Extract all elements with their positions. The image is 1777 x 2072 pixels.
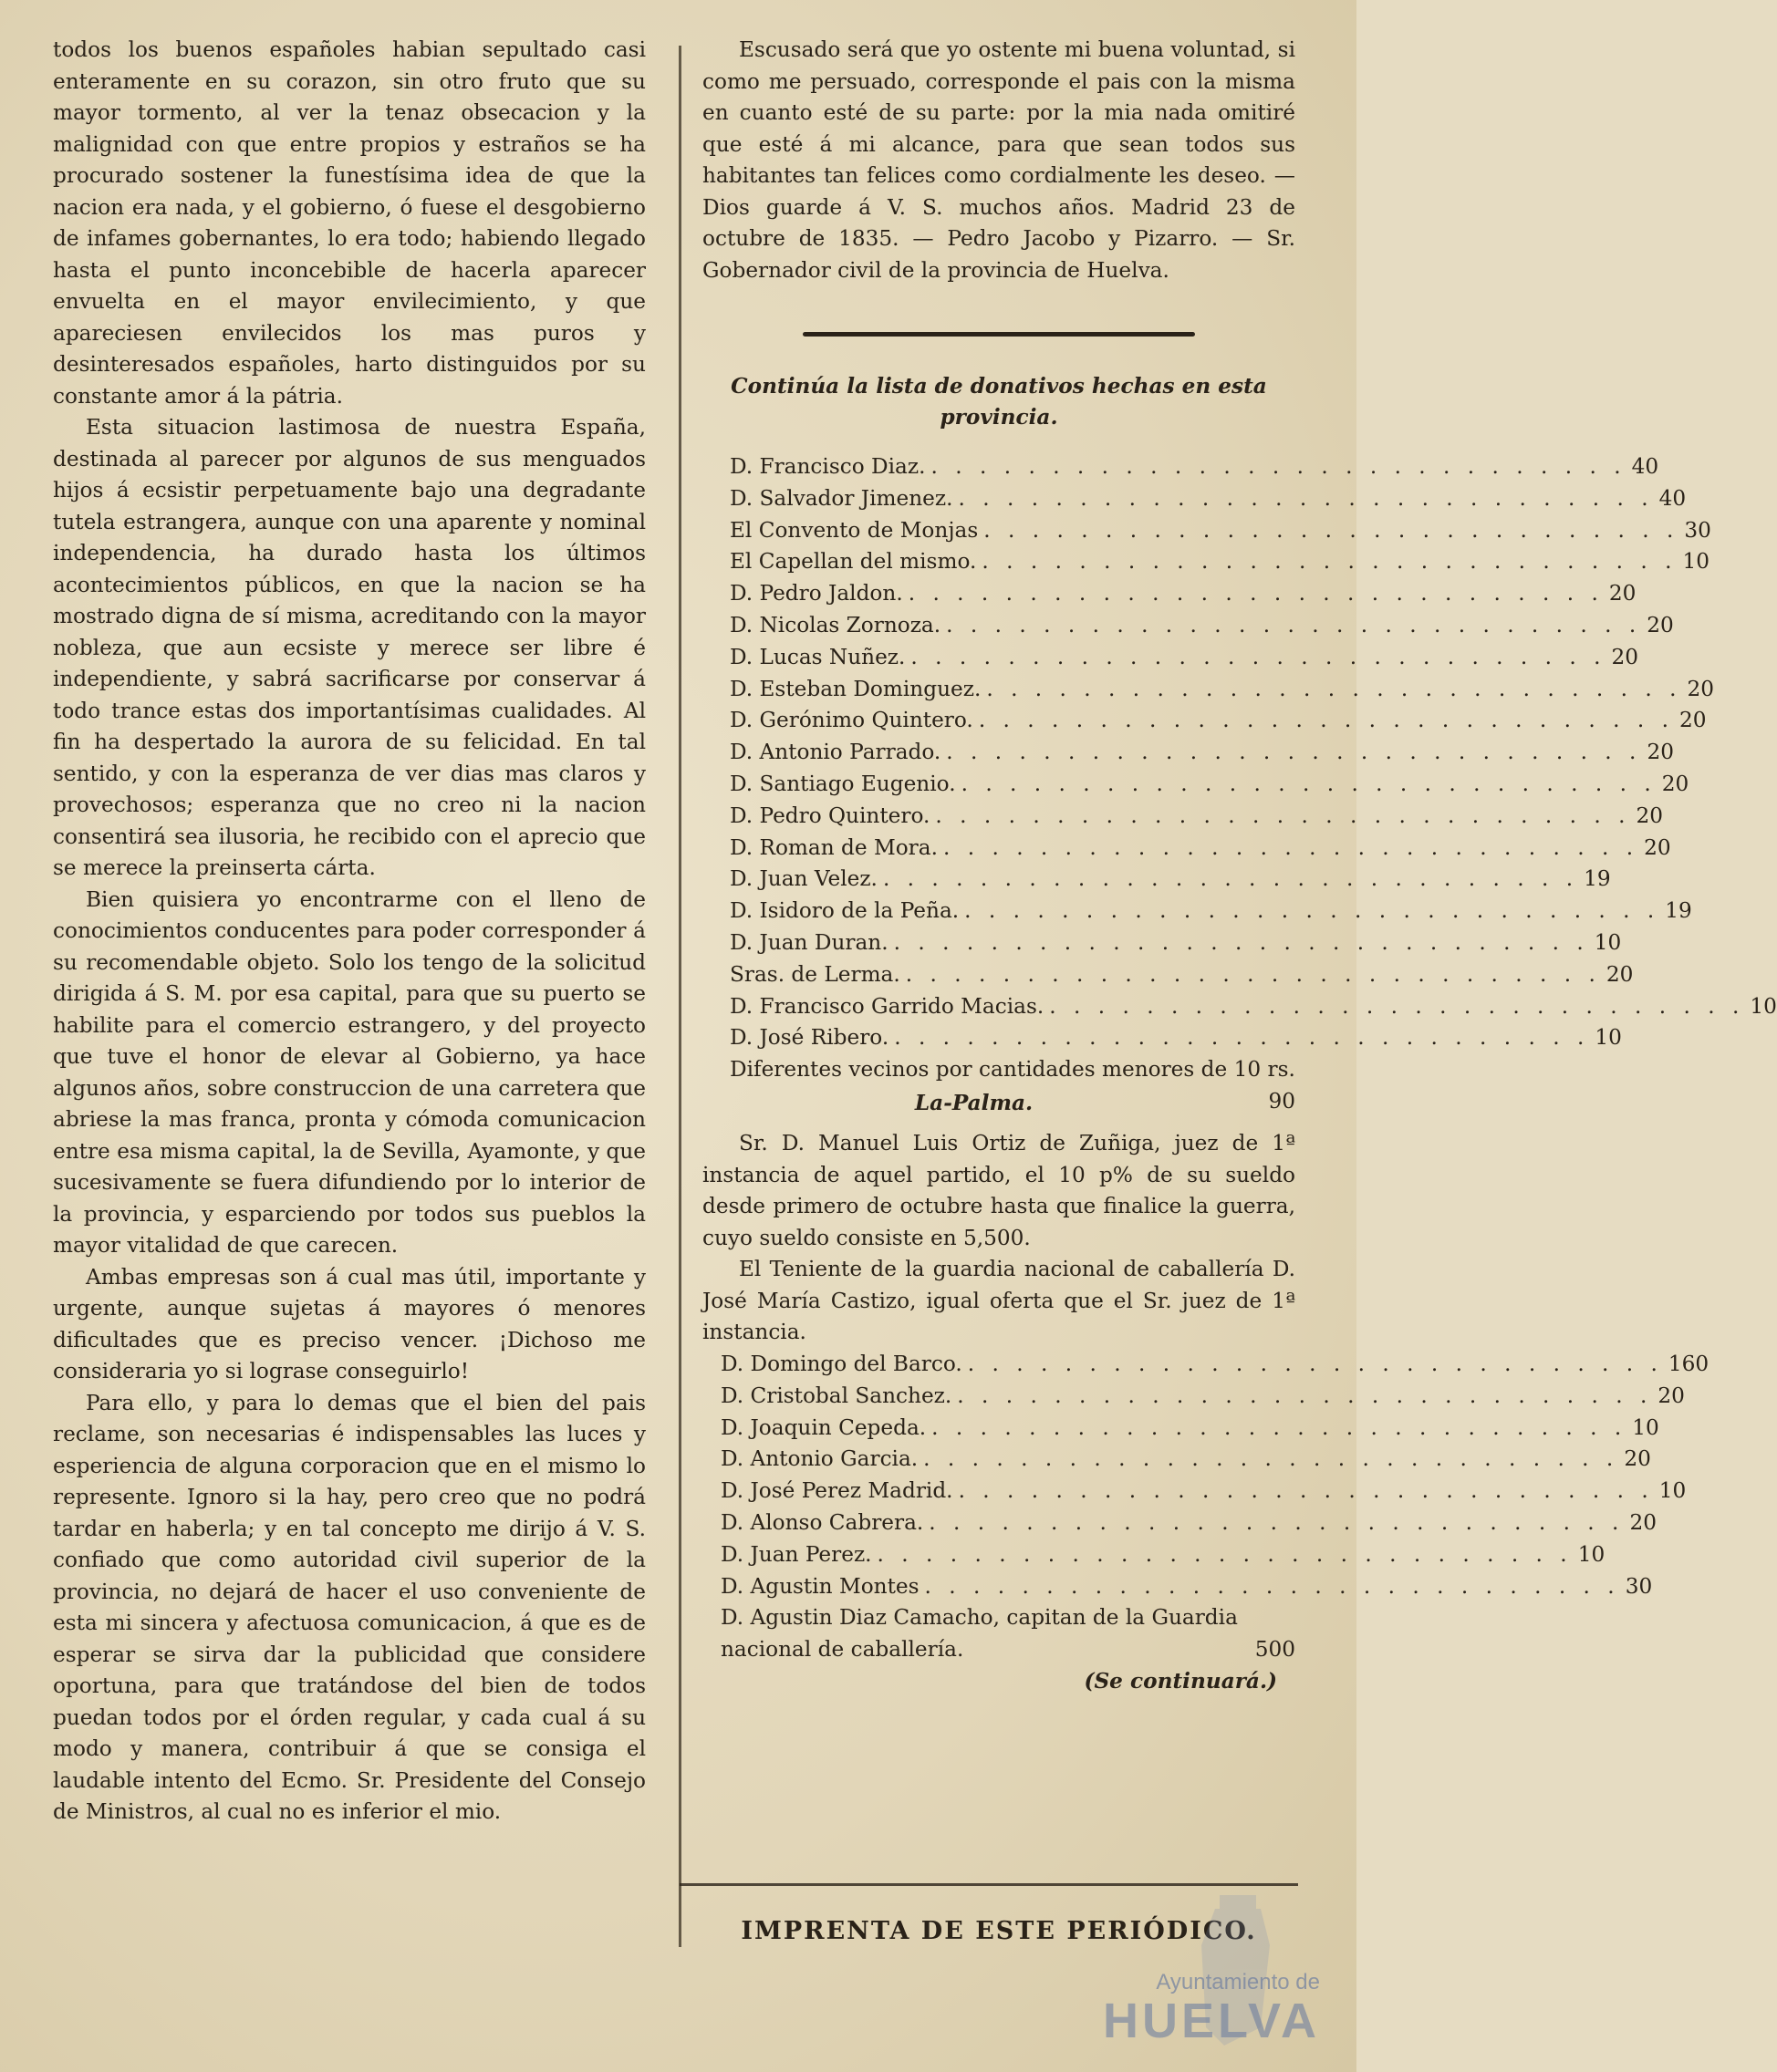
watermark-line1: Ayuntamiento de xyxy=(1156,1970,1320,1994)
various-amount: 90 xyxy=(1268,1088,1295,1114)
leader-dots: . . . . . . . . . . . . . . . . . . . . . . . . . . . . . xyxy=(1049,993,1745,1019)
donor-name: D. Gerónimo Quintero. xyxy=(730,708,973,733)
donation-amount: 10 xyxy=(1595,1025,1622,1051)
donation-row xyxy=(702,451,1659,483)
leader-dots: . . . . . . . . . . . . . . . . . . . . . . . . . . . . . xyxy=(905,961,1601,987)
donation-amount: 10 xyxy=(1577,1541,1606,1567)
donor-name: D. Antonio Garcia. xyxy=(721,1446,919,1472)
section-la-palma: La-Palma. xyxy=(914,1090,1034,1115)
leader-dots: . . . . . . . . . . . . . . . . . . . . . . . . . . . . . xyxy=(931,1414,1627,1440)
last-entry-amount: 500 xyxy=(1254,1637,1295,1663)
leader-dots: . . . . . . . . . . . . . . . . . . . . . . . . . . . . . xyxy=(882,866,1579,892)
leader-dots: . . . . . . . . . . . . . . . . . . . . . . . . . . . . . xyxy=(961,771,1657,796)
leader-dots: . . . . . . . . . . . . . . . . . . . . . . . . . . . . . xyxy=(908,581,1604,606)
leader-dots: . . . . . . . . . . . . . . . . . . . . . . . . . . . . . xyxy=(893,929,1589,955)
donation-amount: 20 xyxy=(1629,1509,1657,1535)
donor-name: D. Juan Velez. xyxy=(730,866,878,892)
leader-dots: . . . . . . . . . . . . . . . . . . . . . . . . . . . . . xyxy=(978,708,1674,733)
leader-dots: . . . . . . . . . . . . . . . . . . . . . . . . . . . . . xyxy=(923,1446,1619,1472)
donor-name: D. José Perez Madrid. xyxy=(721,1478,953,1504)
continues-note: (Se continuará.) xyxy=(1084,1668,1277,1694)
leader-dots: . . . . . . . . . . . . . . . . . . . . . . . . . . . . . xyxy=(942,834,1639,860)
donation-amount: 30 xyxy=(1625,1573,1653,1599)
donation-row xyxy=(702,1349,1709,1381)
donation-amount: 20 xyxy=(1608,581,1637,606)
paragraph-teniente: El Teniente de la guardia nacional de caballería D. José María Castizo, igual oferta que el Sr. juez de 1ª instancia. xyxy=(702,1257,1295,1345)
donor-name: D. Francisco Diaz. xyxy=(730,454,926,479)
donation-amount: 10 xyxy=(1750,993,1777,1019)
donation-amount: 10 xyxy=(1682,549,1710,575)
donation-row xyxy=(702,1571,1653,1603)
paragraph-5: Para ello, y para lo demas que el bien del pais reclame, son necesarias é indispensables las luces y esperiencia de alguna corporacion que en el mismo lo represente. Ignoro si la hay, pero creo que no podrá tardar en haberla; y en tal concepto me dirijo á V. S. confiado que como autoridad civil superior de la provincia, no dejará de hacer el uso conveniente de esta mi sincera y afectuosa comunicacion, á que es de esperar se sirva dar la publicidad que considere oportuna, para que tratándose del bien de todos puedan todos por el órden regular, y cada cual á su modo y manera, contribuir á que se consiga el laudable intento del Ecmo. Sr. Presidente del Consejo de Ministros, al cual no es inferior el mio. xyxy=(53,1390,646,1824)
donor-name: D. Antonio Parrado. xyxy=(730,740,941,765)
donor-name: D. Lucas Nuñez. xyxy=(730,644,906,669)
donor-name: D. Cristobal Sanchez. xyxy=(721,1383,952,1408)
donation-amount: 20 xyxy=(1661,771,1689,796)
donation-amount: 20 xyxy=(1647,740,1674,765)
donation-amount: 40 xyxy=(1658,485,1687,511)
paragraph-3: Bien quisiera yo encontrarme con el lleno de conocimientos conducentes para poder corresponder á su recomendable objeto. Solo los tengo de la solicitud dirigida á S. M. por esa capital, para que su puerto se habilite para el comercio estrangero, y del proyecto que tuve el honor de elevar al Gobierno, ya hace algunos años, sobre construccion de una carretera que abriese la mas franca, pronta y cómoda comunicacion entre esa misma capital, la de Sevilla, Ayamonte, y que sucesivamente se fuera difundiendo por lo interior de la provincia, y esparciendo por todos sus pueblos la mayor vitalidad de que carecen. xyxy=(53,886,646,1258)
list-title: Continúa la lista de donativos hechas en esta provincia. xyxy=(731,374,1267,430)
donor-name: Sras. de Lerma. xyxy=(730,961,900,987)
donor-name: D. Nicolas Zornoza. xyxy=(730,612,941,637)
right-column xyxy=(702,35,1777,1697)
donation-amount: 20 xyxy=(1636,803,1664,828)
donor-name: D. José Ribero. xyxy=(730,1025,889,1051)
donor-name: D. Roman de Mora. xyxy=(730,834,938,860)
donation-amount: 10 xyxy=(1594,929,1622,955)
leader-dots: . . . . . . . . . . . . . . . . . . . . . . . . . . . . . xyxy=(986,676,1682,701)
donation-amount: 20 xyxy=(1687,676,1714,701)
leader-dots: . . . . . . . . . . . . . . . . . . . . . . . . . . . . . xyxy=(964,898,1660,924)
donation-row xyxy=(702,515,1711,547)
leader-dots: . . . . . . . . . . . . . . . . . . . . . . . . . . . . . xyxy=(957,1383,1653,1408)
donation-row xyxy=(702,1022,1622,1054)
donation-amount: 20 xyxy=(1647,612,1674,637)
donor-name: D. Salvador Jimenez. xyxy=(730,485,953,511)
donor-name: El Convento de Monjas xyxy=(730,517,979,543)
donation-row xyxy=(702,674,1714,706)
leader-dots: . . . . . . . . . . . . . . . . . . . . . . . . . . . . . xyxy=(946,740,1642,765)
donation-row xyxy=(702,1381,1685,1413)
leader-dots: . . . . . . . . . . . . . . . . . . . . . . . . . . . . . xyxy=(935,803,1631,828)
donor-name: D. Agustin Montes xyxy=(721,1573,920,1599)
donor-name: D. Pedro Jaldon. xyxy=(730,581,903,606)
donation-row xyxy=(702,959,1634,991)
donation-row xyxy=(702,769,1689,801)
paragraph-2: Esta situacion lastimosa de nuestra España, destinada al parecer por algunos de sus menguados hijos á ecsistir perpetuamente bajo una degradante tutela estrangera, aunque con una aparente y nominal independencia, ha durado hasta los últimos acontecimientos públicos, en que la nacion se ha mostrado digna de sí misma, acreditando con la mayor nobleza, que aun ecsiste y merece ser libre é independiente, y sabrá sacrificarse por conservar á todo trance estas dos importantísimas cualidades. Al fin ha despertado la aurora de su felicidad. En tal sentido, y con la esperanza de ver dias mas claros y provechosos; esperanza que no creo ni la nacion consentirá sea ilusoria, he recibido con el aprecio que se merece la preinserta cárta. xyxy=(53,415,646,880)
donation-amount: 10 xyxy=(1658,1478,1687,1504)
donor-name: D. Esteban Dominguez. xyxy=(730,676,982,701)
donation-amount: 20 xyxy=(1624,1446,1651,1472)
donation-amount: 40 xyxy=(1631,454,1659,479)
donation-row xyxy=(702,705,1707,737)
donation-row xyxy=(702,991,1777,1023)
letter-closing: Escusado será que yo ostente mi buena voluntad, si como me persuado, corresponde el pais con la misma en cuanto esté de su parte: por la mia nada omitiré que esté á mi alcance, para que sean todos sus habitantes tan felices como cordialmente les deseo. — Dios guarde á V. S. muchos años. Madrid 23 de octubre de 1835. — Pedro Jacobo y Pizarro. — Sr. Gobernador civil de la provincia de Huelva. xyxy=(702,37,1295,283)
donation-row xyxy=(702,610,1674,642)
donation-row xyxy=(702,642,1639,674)
donor-name: D. Juan Perez. xyxy=(721,1541,872,1567)
donation-row xyxy=(702,483,1687,515)
paragraph-judge: Sr. D. Manuel Luis Ortiz de Zuñiga, juez de 1ª instancia de aquel partido, el 10 p% de su sueldo desde primero de octubre hasta que finalice la guerra, cuyo sueldo consiste en 5,500. xyxy=(702,1131,1295,1250)
donor-name: D. Juan Duran. xyxy=(730,929,888,955)
donor-name: D. Santiago Eugenio. xyxy=(730,771,956,796)
leader-dots: . . . . . . . . . . . . . . . . . . . . . . . . . . . . . xyxy=(958,485,1654,511)
leader-dots: . . . . . . . . . . . . . . . . . . . . . . . . . . . . . xyxy=(983,517,1679,543)
donor-name: El Capellan del mismo. xyxy=(730,549,977,575)
donation-row xyxy=(702,737,1674,769)
donor-name: D. Joaquin Cepeda. xyxy=(721,1414,927,1440)
donation-amount: 20 xyxy=(1678,708,1707,733)
last-entry-text: D. Agustin Diaz Camacho, capitan de la Guardia nacional de caballería. xyxy=(721,1605,1238,1663)
leader-dots: . . . . . . . . . . . . . . . . . . . . . . . . . . . . . xyxy=(877,1541,1573,1567)
leader-dots: . . . . . . . . . . . . . . . . . . . . . . . . . . . . . xyxy=(958,1478,1654,1504)
donation-amount: 20 xyxy=(1606,961,1634,987)
last-entry xyxy=(702,1602,1295,1666)
donation-amount: 160 xyxy=(1668,1351,1709,1376)
donation-row xyxy=(702,578,1637,610)
donor-name: D. Alonso Cabrera. xyxy=(721,1509,924,1535)
left-column xyxy=(53,35,646,1829)
paragraph-4: Ambas empresas son á cual mas útil, importante y urgente, aunque sujetas á mayores ó menores dificultades que es preciso vencer. ¡Dichoso me consideraria yo si lograse conseguirlo! xyxy=(53,1264,646,1383)
footer-rule xyxy=(680,1883,1298,1886)
donation-row xyxy=(702,1507,1657,1539)
donation-list xyxy=(702,451,1777,1054)
donation-row xyxy=(702,1539,1606,1571)
paragraph-1: todos los buenos españoles habian sepultado casi enteramente en su corazon, sin otro fruto que su mayor tormento, al ver la tenaz obsecacion y la malignidad con que entre propios y estraños se ha procurado sostener la funestísima idea de que la nacion era nada, y el gobierno, ó fuese el desgobierno de infames gobernantes, lo era todo; habiendo llegado hasta el punto inconcebible de hacerla aparecer envuelta en el mayor envilecimiento, y que apareciesen envilecidos los mas puros y desinteresados españoles, harto distinguidos por su constante amor á la pátria. xyxy=(53,37,646,409)
donation-amount: 20 xyxy=(1644,834,1671,860)
donation-row xyxy=(702,1413,1659,1445)
donation-row xyxy=(702,896,1692,927)
leader-dots: . . . . . . . . . . . . . . . . . . . . . . . . . . . . . xyxy=(967,1351,1663,1376)
donation-amount: 30 xyxy=(1684,517,1711,543)
donation-row xyxy=(702,801,1664,833)
donation-amount: 19 xyxy=(1665,898,1692,924)
various-text: Diferentes vecinos por cantidades menores de 10 rs. xyxy=(730,1057,1295,1083)
donor-name: D. Domingo del Barco. xyxy=(721,1351,962,1376)
donor-name: D. Isidoro de la Peña. xyxy=(730,898,960,924)
donor-name: D. Francisco Garrido Macias. xyxy=(730,993,1044,1019)
donation-row xyxy=(702,927,1622,959)
leader-dots: . . . . . . . . . . . . . . . . . . . . . . . . . . . . . xyxy=(929,1509,1625,1535)
column-divider xyxy=(679,46,681,1947)
donation-amount: 20 xyxy=(1657,1383,1685,1408)
donation-row xyxy=(702,546,1710,578)
donation-row xyxy=(702,833,1671,865)
leader-dots: . . . . . . . . . . . . . . . . . . . . . . . . . . . . . xyxy=(982,549,1678,575)
donation-row xyxy=(702,1444,1651,1476)
donation-row xyxy=(702,864,1611,896)
donation-row xyxy=(702,1476,1687,1507)
donation-amount: 20 xyxy=(1611,644,1639,669)
imprint-line: IMPRENTA DE ESTE PERIÓDICO. xyxy=(741,1917,1257,1945)
donation-amount: 10 xyxy=(1632,1414,1659,1440)
section-rule xyxy=(803,332,1195,337)
leader-dots: . . . . . . . . . . . . . . . . . . . . . . . . . . . . . xyxy=(924,1573,1620,1599)
donation-list-2 xyxy=(702,1349,1709,1602)
leader-dots: . . . . . . . . . . . . . . . . . . . . . . . . . . . . . xyxy=(930,454,1626,479)
donation-amount: 19 xyxy=(1584,866,1611,892)
leader-dots: . . . . . . . . . . . . . . . . . . . . . . . . . . . . . xyxy=(946,612,1642,637)
leader-dots: . . . . . . . . . . . . . . . . . . . . . . . . . . . . . xyxy=(910,644,1606,669)
leader-dots: . . . . . . . . . . . . . . . . . . . . . . . . . . . . . xyxy=(894,1025,1590,1051)
watermark-line2: HUELVA xyxy=(1103,1994,1320,2048)
donor-name: D. Pedro Quintero. xyxy=(730,803,930,828)
